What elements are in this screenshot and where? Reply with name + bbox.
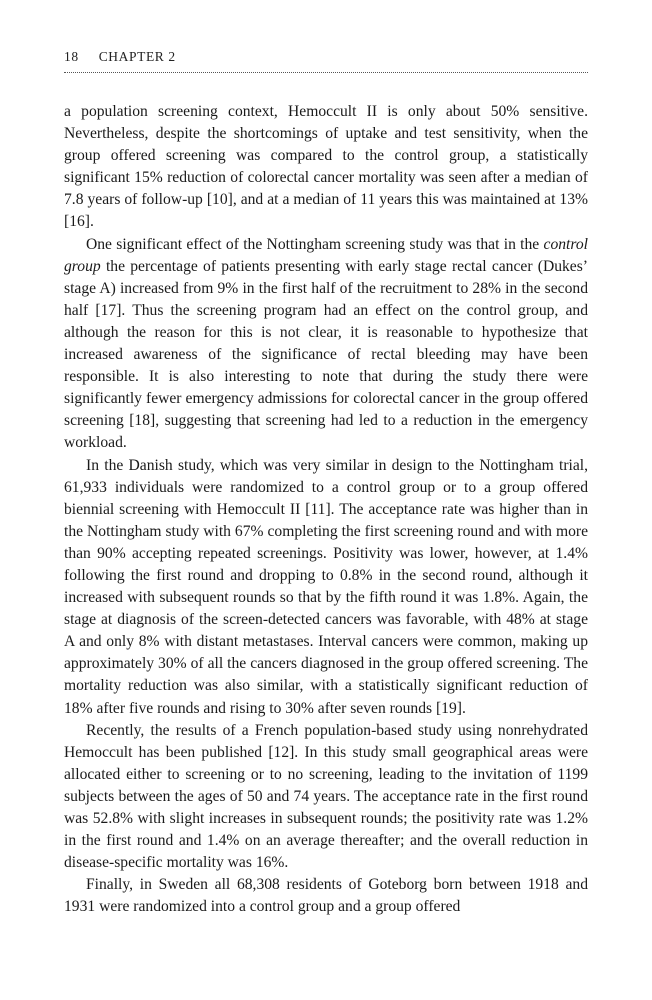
- page-number: 18: [64, 49, 79, 64]
- running-head: [64, 49, 588, 65]
- paragraph-2-rest: the percentage of patients presenting with early stage rectal cancer (Dukes’ stage A) increased from 9% in the first half of the recruitment to 28% in the second half [17]. Thus the screening program had an effect on the control group, and although the reason for this is not clear, it is reasonable to hypothesize that increased awareness of the significance of rectal bleeding may have been responsible. It is also interesting to note that during the study there were significantly fewer emergency admissions for colorectal cancer in the group offered screening [18], suggesting that screening had led to a reduction in the emergency workload.: [64, 257, 588, 452]
- paragraph-5: Finally, in Sweden all 68,308 residents of Goteborg born between 1918 and 1931 were randomized into a control group and a group offered: [64, 876, 588, 916]
- paragraph-1: a population screening context, Hemoccult II is only about 50% sensitive. Nevertheless, despite the shortcomings of uptake and test sensitivity, when the group offered screening was compared to the control group, a statistically significant 15% reduction of colorectal cancer mortality was seen after a median of 7.8 years of follow-up [10], and at a median of 11 years this was maintained at 13% [16].: [64, 103, 588, 231]
- header-dotted-rule: [64, 72, 588, 73]
- chapter-label: CHAPTER 2: [98, 49, 176, 64]
- paragraph-4: Recently, the results of a French population-based study using nonrehydrated Hemoccult has been published [12]. In this study small geographical areas were allocated either to screening or to no screening, leading to the invitation of 1199 subjects between the ages of 50 and 74 years. The acceptance rate in the first round was 52.8% with slight increases in subsequent rounds; the positivity rate was 1.2% in the first round and 1.4% on an average thereafter; and the overall reduction in disease-specific mortality was 16%.: [64, 721, 588, 872]
- paragraph-2-emphasis: control group: [64, 235, 588, 275]
- paragraph-2-lead: One significant effect of the Nottingham screening study was that in the: [86, 235, 540, 253]
- paragraph-3: In the Danish study, which was very similar in design to the Nottingham trial, 61,933 individuals were randomized to a control group or to a group offered biennial screening with Hemoccult II [11]. The acceptance rate was higher than in the Nottingham study with 67% completing the first screening round and with more than 90% accepting repeated screenings. Positivity was lower, however, at 1.4% following the first round and dropping to 0.8% in the second round, although it increased with subsequent rounds so that by the fifth round it was 1.8%. Again, the stage at diagnosis of the screen-detected cancers was favorable, with 48% at stage A and only 8% with distant metastases. Interval cancers were common, making up approximately 30% of all the cancers diagnosed in the group offered screening. The mortality reduction was also similar, with a statistically significant reduction of 18% after five rounds and rising to 30% after seven rounds [19].: [64, 456, 588, 717]
- paragraph-2: [64, 234, 588, 455]
- body-text: [64, 101, 588, 918]
